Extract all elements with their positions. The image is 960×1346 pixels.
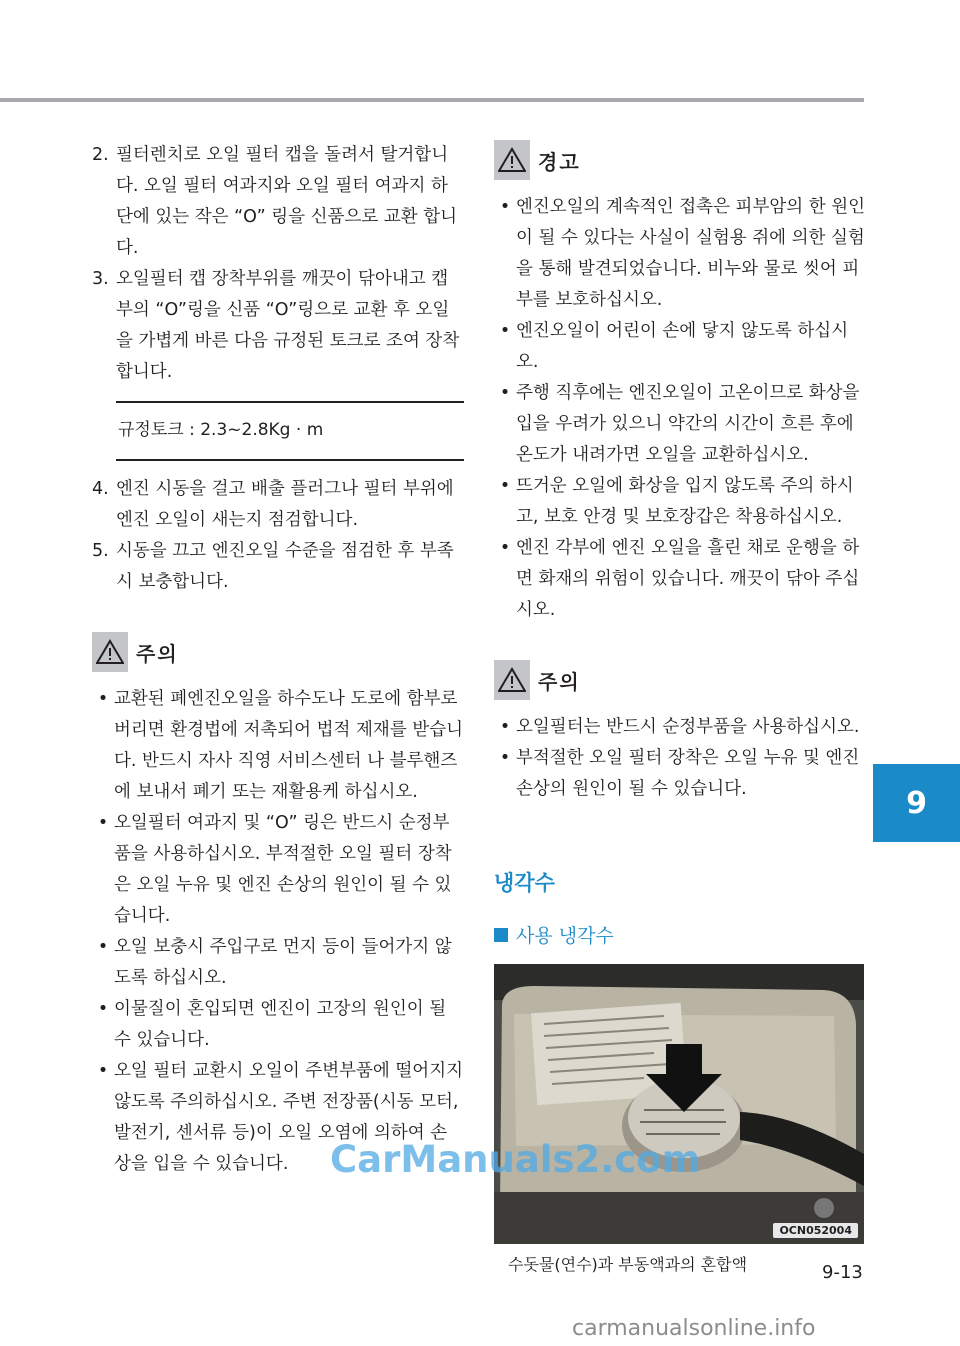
- caution-title: 주의: [136, 641, 179, 666]
- caution-list-2: [494, 712, 866, 805]
- step-number: 3.: [92, 269, 109, 289]
- caution-heading: [92, 632, 464, 672]
- list-item: • 뜨거운 오일에 화상을 입지 않도록 주의 하시고, 보호 안경 및 보호장갑은 착용하십시오.: [499, 476, 854, 527]
- warning-triangle-icon: [494, 140, 530, 180]
- list-item: • 오일필터 여과지 및 “O” 링은 반드시 순정부품을 사용하십시오. 부적절한 오일 필터 장착은 오일 누유 및 엔진 손상의 원인이 될 수 있습니다.: [97, 813, 452, 926]
- right-column: [494, 140, 866, 1275]
- section-title: 냉각수: [494, 871, 555, 895]
- step-text: 필터렌치로 오일 필터 캡을 돌려서 탈거합니다. 오일 필터 여과지와 오일 필터 여과지 하단에 있는 작은 “O” 링을 신품으로 교환 합니다.: [116, 145, 458, 258]
- list-item: • 엔진오일이 어린이 손에 닿지 않도록 하십시오.: [499, 321, 849, 372]
- list-item: • 교환된 폐엔진오일을 하수도나 도로에 함부로 버리면 환경법에 저촉되어 법적 제재를 받습니다. 반드시 자사 직영 서비스센터 나 블루핸즈에 보내서 폐기 또는 재활용케 하십시오.: [97, 689, 464, 802]
- list-item: • 오일 필터 교환시 오일이 주변부품에 떨어지지 않도록 주의하십시오. 주변 전장품(시동 모터, 발전기, 센서류 등)이 오일 오염에 의하여 손상을 입을 수 있습니다.: [97, 1061, 464, 1174]
- torque-spec: 규정토크 : 2.3~2.8Kg · m: [116, 401, 464, 461]
- list-item: • 오일 보충시 주입구로 먼지 등이 들어가지 않도록 하십시오.: [97, 937, 452, 988]
- warning-triangle-icon: [494, 660, 530, 700]
- subsection-title: 사용 냉각수: [494, 921, 866, 948]
- list-item: • 주행 직후에는 엔진오일이 고온이므로 화상을 입을 우려가 있으니 약간의 시간이 흐른 후에 온도가 내려가면 오일을 교환하십시오.: [499, 383, 860, 465]
- watermark-bottom: carmanualsonline.info: [572, 1316, 816, 1341]
- coolant-reservoir-photo: [494, 964, 864, 1244]
- step-2: [92, 140, 464, 264]
- photo-code-label: OCN052004: [773, 1223, 858, 1238]
- warning-list: [494, 192, 866, 626]
- square-bullet-icon: [494, 928, 508, 942]
- list-item: • 부적절한 오일 필터 장착은 오일 누유 및 엔진 손상의 원인이 될 수 있습니다.: [499, 748, 860, 799]
- caution-title: 주의: [538, 669, 581, 694]
- caution-heading-2: [494, 660, 866, 700]
- warning-heading: [494, 140, 866, 180]
- photo-caption: 수돗물(연수)과 부동액과의 혼합액: [508, 1255, 748, 1274]
- step-number: 4.: [92, 479, 109, 499]
- list-item: • 오일필터는 반드시 순정부품을 사용하십시오.: [499, 717, 860, 737]
- chapter-tab[interactable]: 9: [873, 764, 960, 842]
- header-rule: [0, 98, 864, 102]
- warning-title: 경고: [538, 149, 581, 174]
- watermark-top: CarManuals2.com: [330, 1138, 701, 1181]
- step-4: [92, 474, 464, 536]
- list-item: • 엔진 각부에 엔진 오일을 흘린 채로 운행을 하면 화재의 위험이 있습니다. 깨끗이 닦아 주십시오.: [499, 538, 860, 620]
- list-item: • 엔진오일의 계속적인 접촉은 피부암의 한 원인이 될 수 있다는 사실이 실험용 쥐에 의한 실험을 통해 발견되었습니다. 비누와 물로 씻어 피부를 보호하십시오.: [499, 197, 866, 310]
- step-text: 시동을 끄고 엔진오일 수준을 점검한 후 부족시 보충합니다.: [116, 541, 454, 592]
- left-column: [92, 140, 464, 1180]
- caution-list: [92, 684, 464, 1180]
- step-3: [92, 264, 464, 388]
- page-number: 9-13: [822, 1262, 863, 1283]
- list-item: • 이물질이 혼입되면 엔진이 고장의 원인이 될 수 있습니다.: [97, 999, 447, 1050]
- warning-triangle-icon: [92, 632, 128, 672]
- step-text: 엔진 시동을 걸고 배출 플러그나 필터 부위에 엔진 오일이 새는지 점검합니다.: [116, 479, 454, 530]
- engine-bay-illustration: [494, 964, 864, 1244]
- step-text: 오일필터 캡 장착부위를 깨끗이 닦아내고 캡부의 “O”링을 신품 “O”링으로 교환 후 오일을 가볍게 바른 다음 규정된 토크로 조여 장착합니다.: [116, 269, 460, 382]
- step-5: [92, 536, 464, 598]
- step-number: 2.: [92, 145, 109, 165]
- step-number: 5.: [92, 541, 109, 561]
